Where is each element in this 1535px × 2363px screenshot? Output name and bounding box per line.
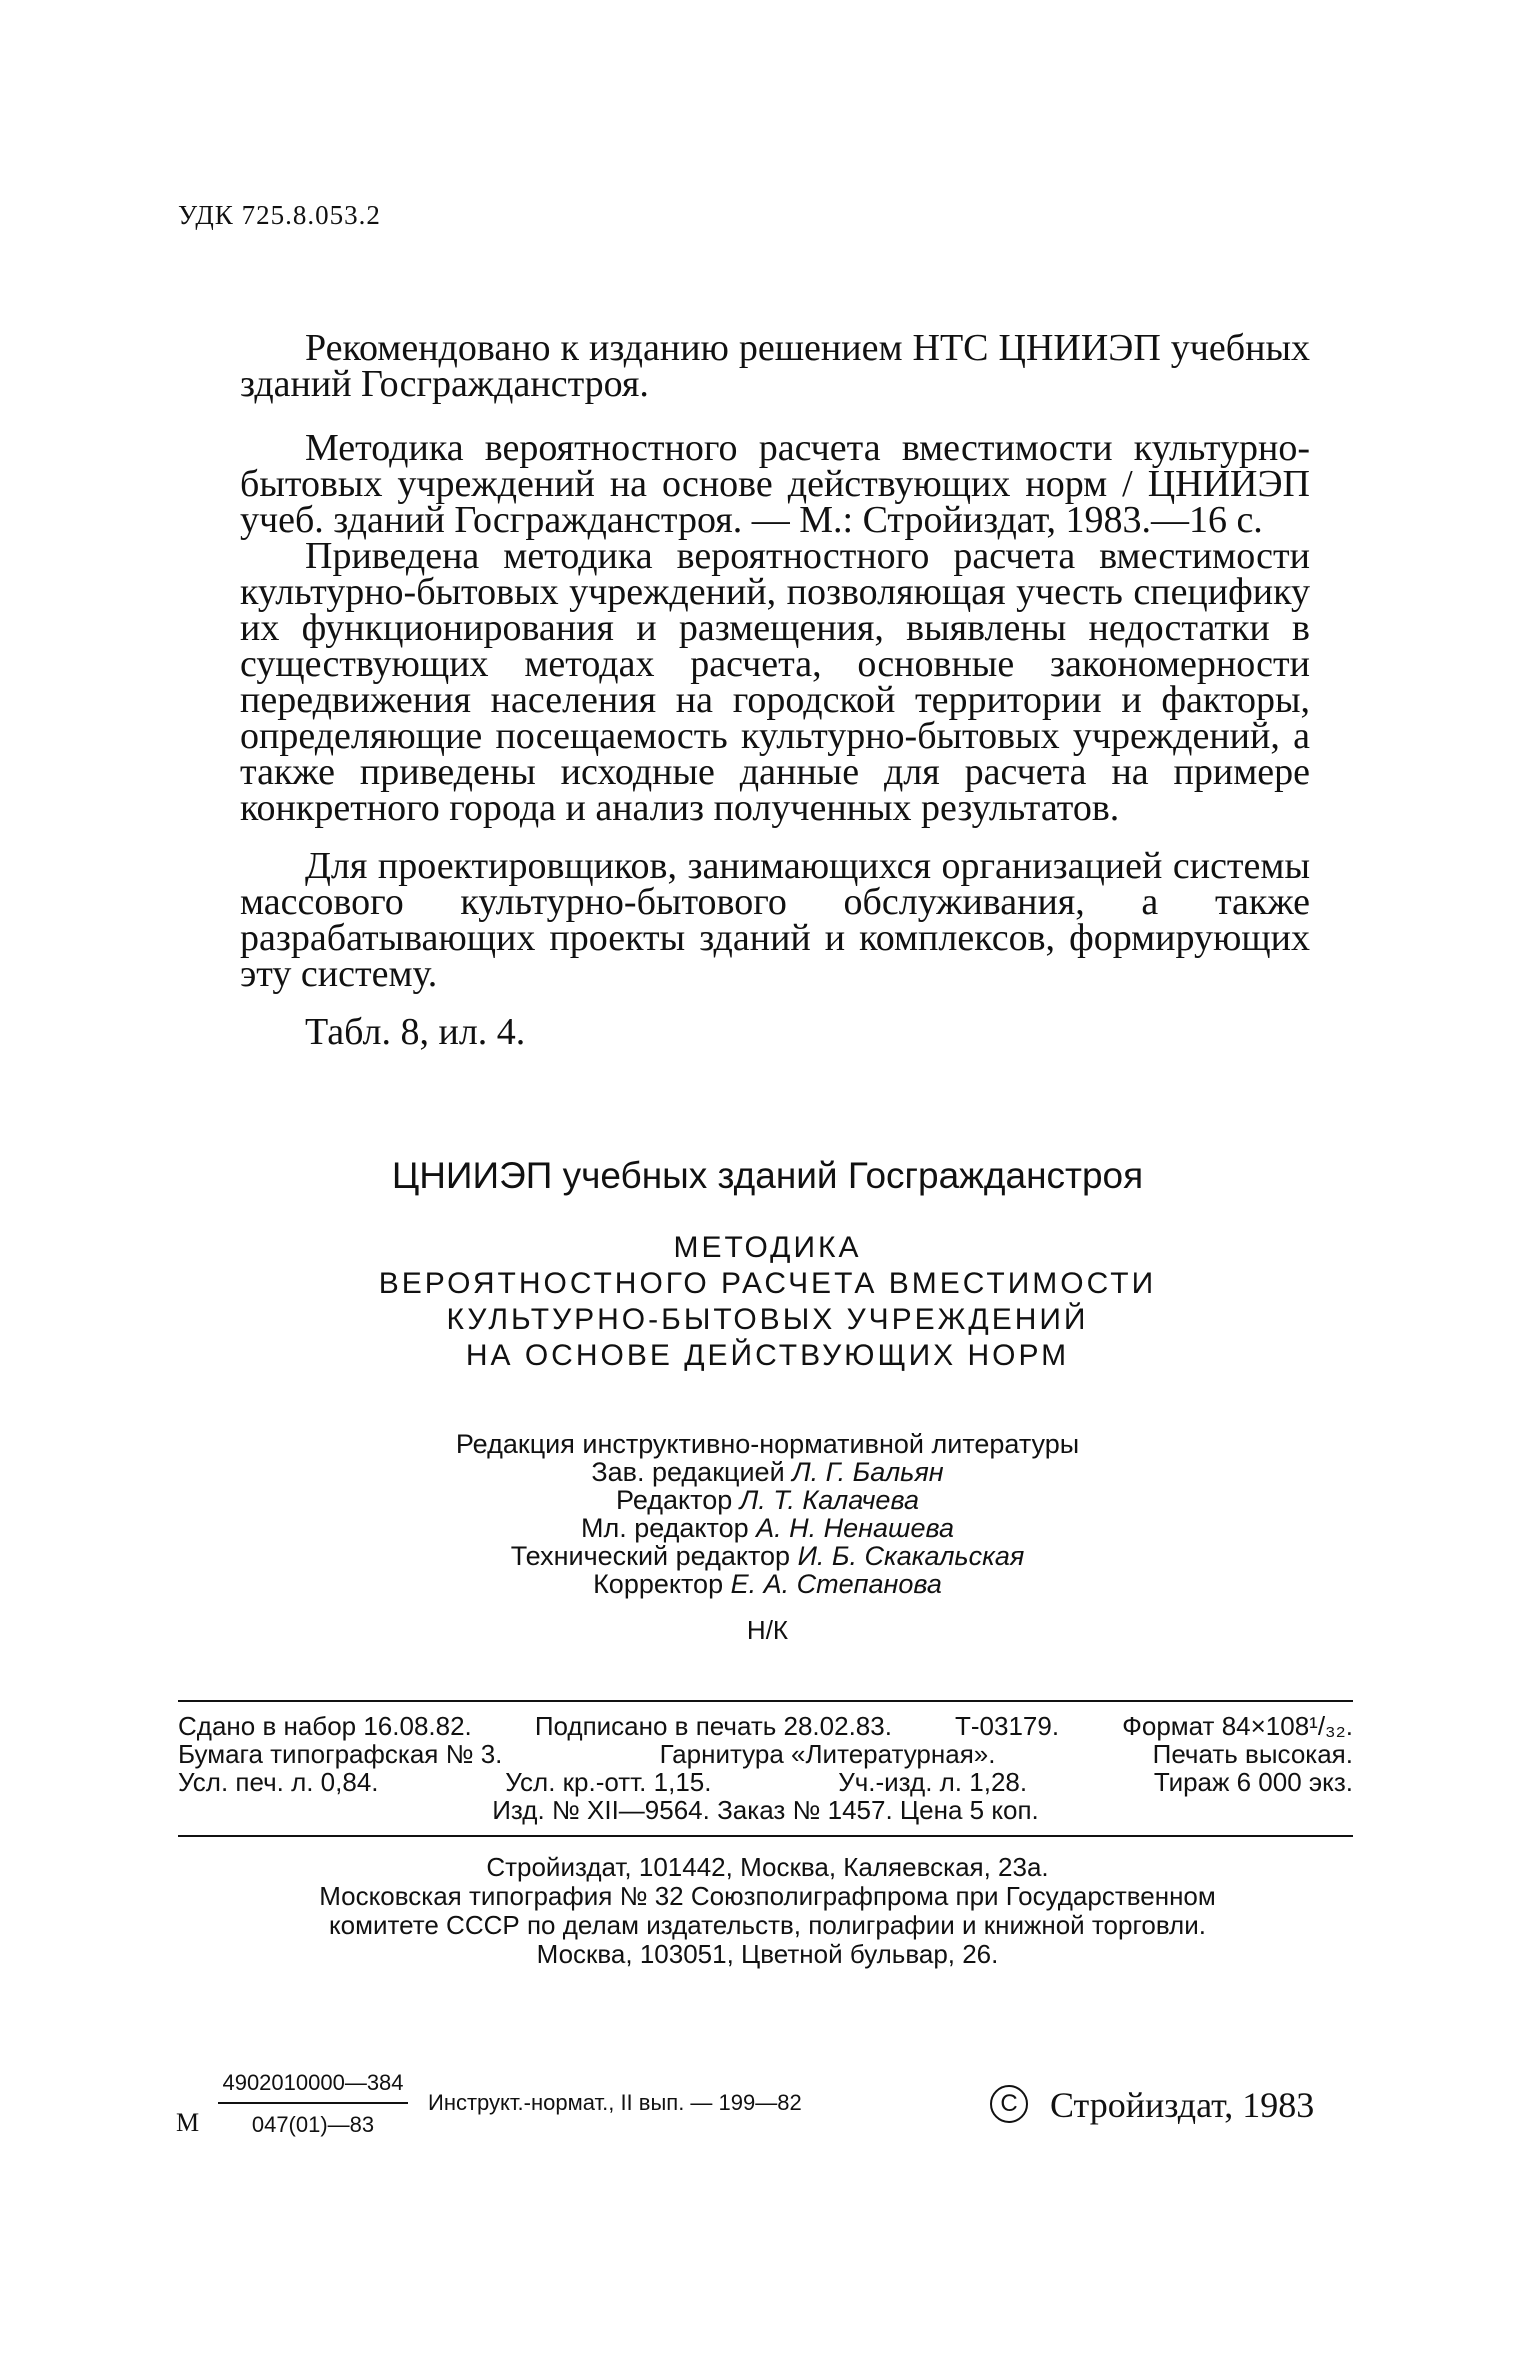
editor-role: Зав. редакцией [591, 1457, 785, 1487]
publisher-line: комитете СССР по делам издательств, полиграфии и книжной торговли. [329, 1910, 1206, 1940]
recommendation-text [240, 327, 1310, 405]
recommendation-paragraph: Рекомендовано к изданию решением НТС ЦНИИЭП учебных зданий Госгражданстроя. [240, 327, 1310, 405]
printing-line-1 [178, 1712, 1353, 1740]
divider-top [178, 1700, 1353, 1702]
print-field: Печать высокая. [1152, 1739, 1353, 1769]
copyright-icon: C [990, 2085, 1028, 2123]
printing-line-2 [178, 1740, 1353, 1768]
abstract-block [240, 427, 1310, 829]
book-title [0, 1230, 1535, 1374]
print-field: Тираж 6 000 экз. [1153, 1767, 1353, 1797]
printing-line-3 [178, 1768, 1353, 1796]
print-field: Т-03179. [954, 1711, 1060, 1741]
nk-mark: Н/К [746, 1615, 789, 1645]
editor-name: А. Н. Ненашева [756, 1513, 955, 1543]
book-title-line: КУЛЬТУРНО-БЫТОВЫХ УЧРЕЖДЕНИЙ [446, 1303, 1089, 1336]
index-numerator: 4902010000—384 [218, 2070, 408, 2104]
organization-name: ЦНИИЭП учебных зданий Госгражданстроя [391, 1155, 1144, 1196]
printing-line-4: Изд. № XII—9564. Заказ № 1457. Цена 5 коп. [492, 1795, 1039, 1825]
abstract-summary: Приведена методика вероятностного расчета вместимости культурно-бытовых учреждений, позволяющая учесть специфику их функционирования и размещения, выявлены недостатки в существующих методах расчета, основные закономерности передвижения населения на городской территории и факторы, определяющие посещаемость культурно-бытовых учреждений, а также приведены исходные данные для расчета на примере конкретного города и анализ полученных результатов. [240, 535, 1310, 829]
print-field: Уч.-изд. л. 1,28. [838, 1767, 1028, 1797]
print-field: Формат 84×108¹/₃₂. [1122, 1711, 1353, 1741]
publisher-line: Стройиздат, 101442, Москва, Каляевская, 23а. [486, 1852, 1049, 1882]
book-title-line: НА ОСНОВЕ ДЕЙСТВУЮЩИХ НОРМ [465, 1339, 1070, 1372]
editor-role: Технический редактор [510, 1541, 791, 1571]
editor-role: Редактор [616, 1485, 733, 1515]
editor-name: Е. А. Степанова [730, 1569, 942, 1599]
index-fraction [218, 2070, 408, 2138]
instruction-series: Инструкт.-нормат., II вып. — 199—82 [428, 2090, 802, 2115]
publisher-block [0, 1853, 1535, 1969]
print-field: Усл. печ. л. 0,84. [178, 1767, 379, 1797]
index-denominator: 047(01)—83 [251, 2112, 375, 2137]
editor-role: Мл. редактор [580, 1513, 749, 1543]
index-letter: М [176, 2108, 200, 2137]
audience-block [240, 845, 1310, 995]
print-field: Подписано в печать 28.02.83. [534, 1711, 892, 1741]
editor-row [0, 1486, 1535, 1514]
audience-text: Для проектировщиков, занимающихся организацией системы массового культурно-бытового обслуживания, а также разрабатывающих проекты зданий и комплексов, формирующих эту систему. [240, 845, 1310, 995]
publisher-line: Московская типография № 32 Союзполиграфпрома при Государственном [319, 1881, 1216, 1911]
abstract-citation: Методика вероятностного расчета вместимости культурно-бытовых учреждений на основе действующих норм / ЦНИИЭП учеб. зданий Госгражданстроя. — М.: Стройиздат, 1983.—16 с. [240, 427, 1310, 541]
editor-row [0, 1570, 1535, 1598]
book-title-line: МЕТОДИКА [673, 1231, 862, 1264]
book-title-line: ВЕРОЯТНОСТНОГО РАСЧЕТА ВМЕСТИМОСТИ [378, 1267, 1157, 1300]
editorial-department: Редакция инструктивно-нормативной литературы [455, 1429, 1080, 1459]
editors-block [0, 1430, 1535, 1598]
publisher-line: Москва, 103051, Цветной бульвар, 26. [536, 1939, 999, 1969]
editor-name: И. Б. Скакальская [797, 1541, 1025, 1571]
copyright-text: Стройиздат, 1983 [1050, 2085, 1315, 2125]
editor-role: Корректор [593, 1569, 724, 1599]
print-field: Сдано в набор 16.08.82. [178, 1711, 472, 1741]
editor-name: Л. Г. Бальян [792, 1457, 944, 1487]
print-field: Бумага типографская № 3. [178, 1739, 503, 1769]
print-field: Усл. кр.-отт. 1,15. [505, 1767, 712, 1797]
editor-row [0, 1514, 1535, 1542]
printing-details [178, 1712, 1353, 1824]
udk-code: УДК 725.8.053.2 [178, 200, 381, 230]
editor-row [0, 1542, 1535, 1570]
editor-row [0, 1458, 1535, 1486]
tables-count: Табл. 8, ил. 4. [305, 1011, 526, 1053]
print-field: Гарнитура «Литературная». [659, 1739, 996, 1769]
divider-bottom [178, 1835, 1353, 1837]
editor-name: Л. Т. Калачева [739, 1485, 919, 1515]
